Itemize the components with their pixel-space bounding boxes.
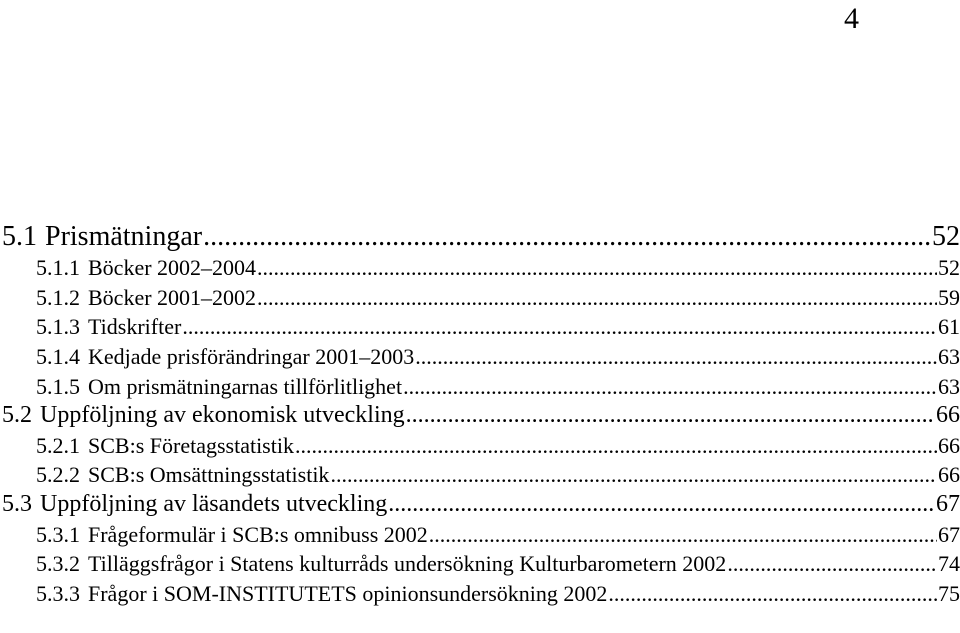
toc-dot-leader xyxy=(203,222,931,252)
toc-section-title: Uppföljning av läsandets utveckling xyxy=(40,490,388,517)
toc-section-number: 5.3.2 xyxy=(36,551,80,577)
toc-entry[interactable] xyxy=(0,463,960,493)
toc-dot-leader xyxy=(257,285,937,311)
toc-section-title: SCB:s Företagsstatistik xyxy=(88,432,294,458)
toc-entry-line[interactable] xyxy=(36,433,960,459)
toc-entry-line[interactable] xyxy=(2,490,960,518)
toc-section-number: 5.1 xyxy=(2,220,37,252)
toc-dot-leader xyxy=(406,401,935,429)
toc-section-number: 5.2.2 xyxy=(36,462,80,488)
toc-section-title: SCB:s Omsättningsstatistik xyxy=(88,462,330,488)
toc-section-number: 5.1.2 xyxy=(36,284,80,310)
toc-page-number: 52 xyxy=(938,255,960,281)
toc-section-number: 5.3.3 xyxy=(36,580,80,606)
toc-entry-line[interactable] xyxy=(2,222,960,252)
toc-page-number: 63 xyxy=(938,343,960,369)
toc-section-number: 5.1.4 xyxy=(36,343,80,369)
toc-dot-leader xyxy=(295,433,937,459)
toc-entry-line[interactable] xyxy=(36,314,960,340)
toc-dot-leader xyxy=(429,522,937,548)
toc-section-number: 5.2.1 xyxy=(36,432,80,458)
toc-page-number: 63 xyxy=(938,373,960,399)
toc-dot-leader xyxy=(182,314,937,340)
toc-entry-line[interactable] xyxy=(36,522,960,548)
toc-entry[interactable] xyxy=(0,256,960,286)
toc-page-number: 66 xyxy=(936,402,960,429)
toc-section-title: Tidskrifter xyxy=(88,314,182,340)
toc-page-number: 67 xyxy=(936,490,960,517)
toc-section-title: Tilläggsfrågor i Statens kulturråds undersökning Kulturbarometern 2002 xyxy=(88,551,727,577)
toc-entry[interactable] xyxy=(0,552,960,582)
toc-entry-line[interactable] xyxy=(36,462,960,488)
toc-entry[interactable] xyxy=(0,220,960,256)
toc-page-number: 52 xyxy=(932,220,960,252)
toc-dot-leader xyxy=(727,551,937,577)
toc-section-title: Kedjade prisförändringar 2001–2003 xyxy=(88,343,415,369)
toc-entry-line[interactable] xyxy=(36,255,960,281)
toc-dot-leader xyxy=(415,344,937,370)
toc-section-number: 5.1.1 xyxy=(36,255,80,281)
toc-section-title: Böcker 2002–2004 xyxy=(88,255,257,281)
toc-dot-leader xyxy=(388,490,935,518)
toc-page-number: 66 xyxy=(938,432,960,458)
toc-section-number: 5.3 xyxy=(2,490,32,517)
toc-section-title: Frågor i SOM-INSTITUTETS opinionsundersökning 2002 xyxy=(88,580,608,606)
toc-entry[interactable] xyxy=(0,492,960,522)
toc-section-number: 5.3.1 xyxy=(36,521,80,547)
toc-entry-line[interactable] xyxy=(36,581,960,607)
toc-page-number: 67 xyxy=(938,521,960,547)
toc-section-number: 5.1.5 xyxy=(36,373,80,399)
toc-dot-leader xyxy=(330,462,937,488)
toc-entry[interactable] xyxy=(0,374,960,404)
toc-section-title: Om prismätningarnas tillförlitlighet xyxy=(88,373,403,399)
toc-entry[interactable] xyxy=(0,315,960,345)
toc-entry-line[interactable] xyxy=(36,285,960,311)
toc-dot-leader xyxy=(257,255,937,281)
toc-section-title: Frågeformulär i SCB:s omnibuss 2002 xyxy=(88,521,428,547)
toc-entry[interactable] xyxy=(0,404,960,434)
toc-entry[interactable] xyxy=(0,433,960,463)
toc-section-title: Prismätningar xyxy=(45,220,203,252)
toc-section-title: Uppföljning av ekonomisk utveckling xyxy=(40,402,405,429)
toc-entry-line[interactable] xyxy=(36,374,960,400)
toc-entry[interactable] xyxy=(0,581,960,611)
toc-section-number: 5.1.3 xyxy=(36,314,80,340)
page-number: 4 xyxy=(844,2,859,35)
toc-page-number: 66 xyxy=(938,462,960,488)
toc-entry[interactable] xyxy=(0,344,960,374)
toc-dot-leader xyxy=(403,374,937,400)
toc-section-title: Böcker 2001–2002 xyxy=(88,284,257,310)
toc-page-number: 59 xyxy=(938,284,960,310)
toc-entry-line[interactable] xyxy=(36,551,960,577)
toc-section-number: 5.2 xyxy=(2,402,32,429)
toc-entry[interactable] xyxy=(0,522,960,552)
toc-entry-line[interactable] xyxy=(36,344,960,370)
toc-dot-leader xyxy=(608,581,937,607)
toc-page-number: 74 xyxy=(938,551,960,577)
toc-page-number: 61 xyxy=(938,314,960,340)
toc-page-number: 75 xyxy=(938,580,960,606)
toc-entry-line[interactable] xyxy=(2,401,960,429)
toc-entry[interactable] xyxy=(0,285,960,315)
table-of-contents xyxy=(0,220,960,611)
